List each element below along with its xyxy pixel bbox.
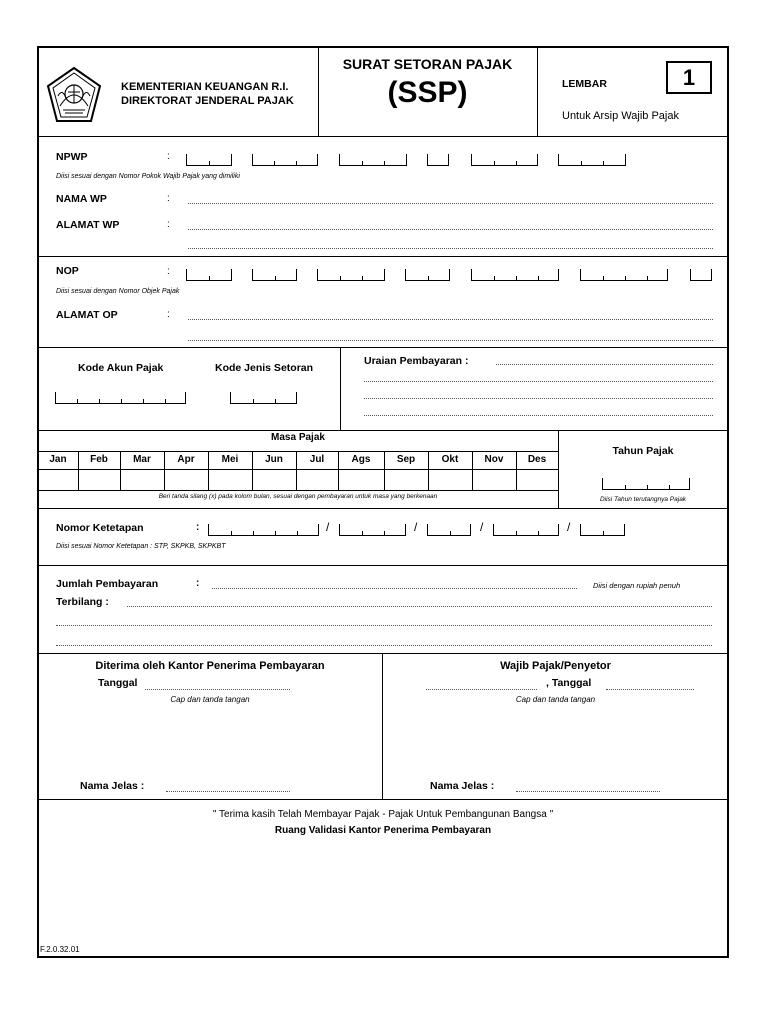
- jumlah-field[interactable]: [212, 588, 577, 589]
- ketetapan-box[interactable]: [580, 524, 625, 536]
- month-grid-line: [516, 451, 517, 490]
- colon: :: [167, 193, 170, 204]
- colon: :: [167, 151, 170, 162]
- month-grid-line: [78, 451, 79, 490]
- nop-digit-box[interactable]: [471, 269, 559, 281]
- uraian-label: Uraian Pembayaran :: [364, 355, 469, 367]
- slash: /: [480, 520, 484, 534]
- colon: :: [196, 578, 200, 589]
- lembar-description: Untuk Arsip Wajib Pajak: [562, 110, 679, 122]
- penyetor-tanggal-field[interactable]: [606, 689, 694, 690]
- month-grid-line: [384, 451, 385, 490]
- month-checkbox-apr[interactable]: [164, 470, 208, 490]
- penyetor-place-field[interactable]: [426, 689, 537, 690]
- uraian-field[interactable]: [496, 364, 713, 365]
- penyetor-title: Wajib Pajak/Penyetor: [500, 660, 611, 672]
- tahun-pajak-box[interactable]: [602, 478, 690, 490]
- penyetor-cap-note: Cap dan tanda tangan: [515, 695, 596, 704]
- month-label-jul: Jul: [309, 454, 325, 465]
- sign-divider: [382, 654, 383, 799]
- section-divider: [38, 565, 728, 566]
- month-label-nov: Nov: [484, 454, 504, 465]
- nop-digit-box[interactable]: [690, 269, 712, 281]
- lembar-number: 1: [666, 61, 712, 94]
- month-checkbox-mar[interactable]: [120, 470, 164, 490]
- kode-akun-label: Kode Akun Pajak: [78, 362, 164, 374]
- nop-digit-box[interactable]: [252, 269, 297, 281]
- penyetor-nama-field[interactable]: [516, 791, 660, 792]
- form-code: F.2.0.32.01: [40, 945, 80, 954]
- alamat-wp-field[interactable]: [188, 248, 713, 249]
- month-label-ags: Ags: [351, 454, 371, 465]
- masa-note: Beri tanda silang (x) pada kolom bulan, sesuai dengan pembayaran untuk masa yang berkenaan: [158, 493, 438, 500]
- ketetapan-box[interactable]: [427, 524, 471, 536]
- month-grid-line: [338, 451, 339, 490]
- ketetapan-box[interactable]: [493, 524, 559, 536]
- nop-digit-box[interactable]: [405, 269, 450, 281]
- kode-divider: [340, 348, 341, 430]
- month-checkbox-jun[interactable]: [252, 470, 296, 490]
- month-grid-line: [296, 451, 297, 490]
- form-title: SURAT SETORAN PAJAK: [342, 56, 513, 72]
- npwp-digit-box[interactable]: [471, 154, 538, 166]
- kode-jenis-label: Kode Jenis Setoran: [215, 362, 314, 374]
- alamat-wp-label: ALAMAT WP: [56, 219, 120, 231]
- month-grid-line: [472, 451, 473, 490]
- terbilang-label: Terbilang :: [56, 596, 109, 608]
- ketetapan-note: Diisi sesuai Nomor Ketetapan : STP, SKPKB, SKPKBT: [56, 543, 226, 550]
- section-divider: [38, 508, 728, 509]
- nop-digit-box[interactable]: [186, 269, 232, 281]
- tahun-pajak-label: Tahun Pajak: [612, 445, 674, 457]
- nomor-ketetapan-label: Nomor Ketetapan: [56, 522, 144, 534]
- month-label-feb: Feb: [90, 454, 108, 465]
- masa-grid-line: [38, 451, 558, 452]
- alamat-op-field[interactable]: [188, 340, 713, 341]
- uraian-field[interactable]: [364, 398, 713, 399]
- tahun-note: Diisi Tahun terutangnya Pajak: [599, 496, 687, 503]
- jumlah-label: Jumlah Pembayaran: [56, 578, 159, 590]
- section-divider: [38, 347, 728, 348]
- uraian-field[interactable]: [364, 415, 713, 416]
- month-label-apr: Apr: [177, 454, 195, 465]
- alamat-op-label: ALAMAT OP: [56, 309, 118, 321]
- month-label-sep: Sep: [396, 454, 416, 465]
- section-divider: [38, 799, 728, 800]
- nama-wp-label: NAMA WP: [56, 193, 107, 205]
- section-divider: [38, 430, 728, 431]
- form-title-abbr: (SSP): [387, 76, 468, 109]
- section-divider: [38, 136, 728, 137]
- npwp-digit-box[interactable]: [252, 154, 318, 166]
- ketetapan-box[interactable]: [339, 524, 406, 536]
- kode-jenis-box[interactable]: [230, 392, 297, 404]
- thank-you-quote: " Terima kasih Telah Membayar Pajak - Pajak Untuk Pembangunan Bangsa ": [212, 809, 554, 820]
- colon: :: [167, 309, 170, 320]
- nama-jelas-field[interactable]: [166, 791, 290, 792]
- colon: :: [167, 219, 170, 230]
- ministry-name: KEMENTERIAN KEUANGAN R.I. DIREKTORAT JENDERAL PAJAK: [121, 81, 294, 107]
- alamat-wp-field[interactable]: [188, 229, 713, 230]
- terbilang-field[interactable]: [127, 606, 712, 607]
- month-label-des: Des: [527, 454, 547, 465]
- section-divider: [38, 256, 728, 257]
- terbilang-field[interactable]: [56, 645, 712, 646]
- penyetor-nama-label: Nama Jelas :: [430, 780, 495, 792]
- masa-grid-line: [38, 490, 558, 491]
- penyetor-tanggal-label: , Tanggal: [546, 677, 592, 689]
- month-checkbox-okt[interactable]: [428, 470, 472, 490]
- nama-wp-field[interactable]: [188, 203, 713, 204]
- month-label-jun: Jun: [265, 454, 283, 465]
- masa-pajak-title: Masa Pajak: [271, 432, 325, 443]
- nop-digit-box[interactable]: [580, 269, 668, 281]
- month-checkbox-sep[interactable]: [384, 470, 428, 490]
- validasi-label: Ruang Validasi Kantor Penerima Pembayaran: [274, 825, 492, 836]
- slash: /: [326, 520, 330, 534]
- penerima-title: Diterima oleh Kantor Penerima Pembayaran: [95, 660, 325, 672]
- tanggal-label: Tanggal: [98, 677, 138, 689]
- section-divider: [38, 653, 728, 654]
- month-checkbox-mei[interactable]: [208, 470, 252, 490]
- month-grid-line: [428, 451, 429, 490]
- month-checkbox-jul[interactable]: [296, 470, 338, 490]
- npwp-label: NPWP: [56, 151, 88, 163]
- cap-note: Cap dan tanda tangan: [170, 695, 250, 704]
- ketetapan-box[interactable]: [208, 524, 319, 536]
- month-grid-line: [120, 451, 121, 490]
- month-grid-line: [208, 451, 209, 490]
- npwp-digit-box[interactable]: [558, 154, 626, 166]
- month-checkbox-ags[interactable]: [338, 470, 384, 490]
- month-grid-line: [164, 451, 165, 490]
- slash: /: [414, 520, 418, 534]
- month-checkbox-jan[interactable]: [38, 470, 78, 490]
- alamat-op-field[interactable]: [188, 319, 713, 320]
- month-label-mei: Mei: [221, 454, 239, 465]
- colon: :: [196, 522, 200, 533]
- terbilang-field[interactable]: [56, 625, 712, 626]
- npwp-digit-box[interactable]: [186, 154, 232, 166]
- nop-note: Diisi sesuai dengan Nomor Objek Pajak: [56, 288, 180, 295]
- nama-jelas-label: Nama Jelas :: [80, 780, 145, 792]
- tanggal-field[interactable]: [145, 689, 290, 690]
- month-checkbox-nov[interactable]: [472, 470, 516, 490]
- month-checkbox-des[interactable]: [516, 470, 558, 490]
- month-label-okt: Okt: [441, 454, 459, 465]
- slash: /: [567, 520, 571, 534]
- npwp-digit-box[interactable]: [427, 154, 449, 166]
- jumlah-note: Diisi dengan rupiah penuh: [593, 581, 681, 590]
- uraian-field[interactable]: [364, 381, 713, 382]
- month-checkbox-feb[interactable]: [78, 470, 120, 490]
- nop-digit-box[interactable]: [317, 269, 385, 281]
- kemenkeu-logo-icon: [46, 66, 102, 124]
- npwp-digit-box[interactable]: [339, 154, 407, 166]
- month-label-jan: Jan: [49, 454, 67, 465]
- kode-akun-box[interactable]: [55, 392, 186, 404]
- npwp-note: Diisi sesuai dengan Nomor Pokok Wajib Pajak yang dimiliki: [56, 173, 240, 180]
- nop-label: NOP: [56, 265, 79, 277]
- lembar-label: LEMBAR: [562, 78, 607, 90]
- colon: :: [167, 266, 170, 277]
- month-grid-line: [252, 451, 253, 490]
- month-label-mar: Mar: [133, 454, 151, 465]
- header-divider: [537, 47, 538, 136]
